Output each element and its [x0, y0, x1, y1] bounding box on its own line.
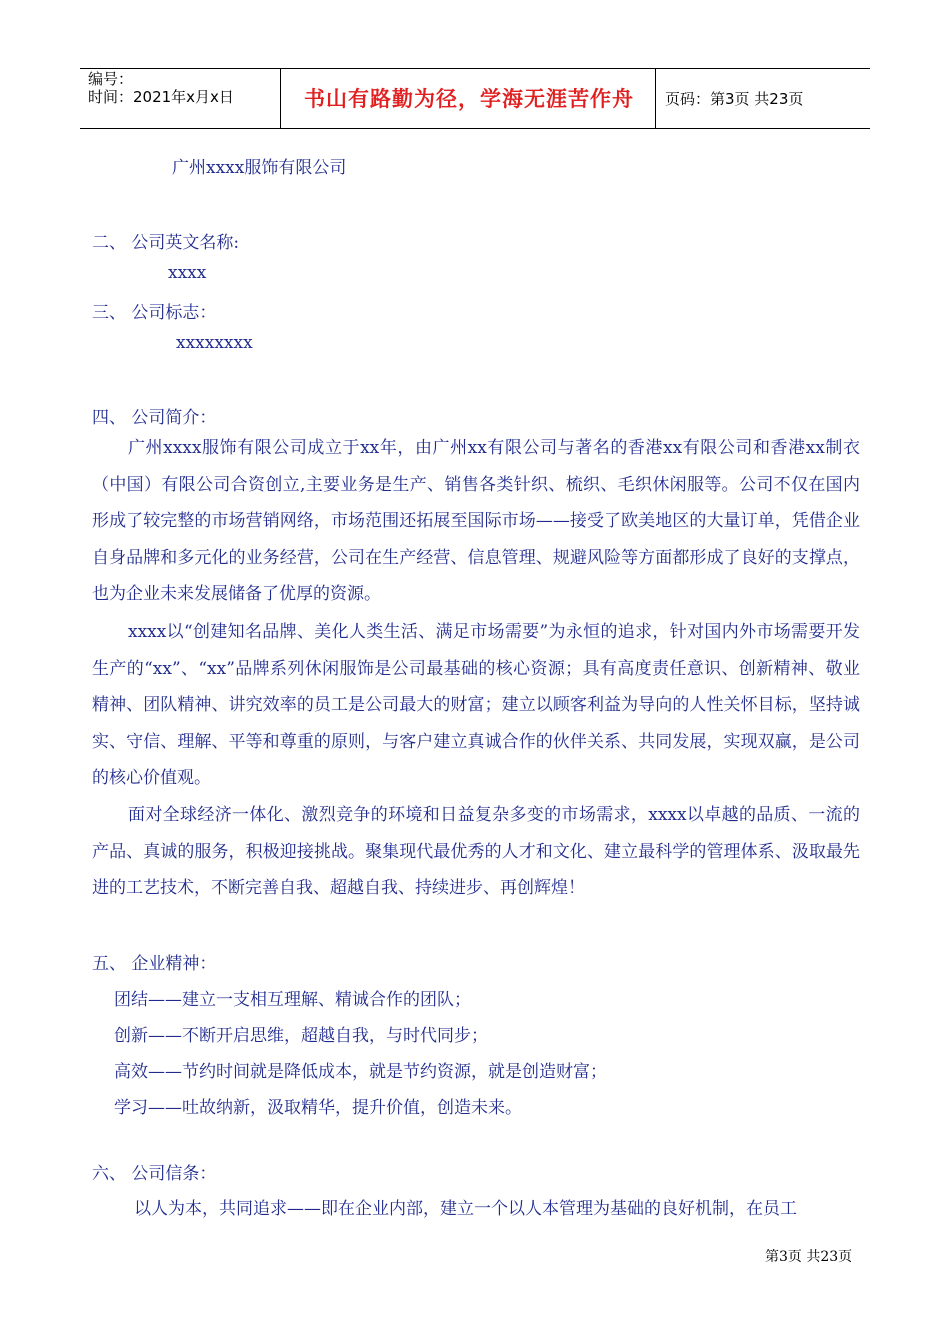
header-time-label: 时间：2021年x月x日	[88, 88, 234, 106]
section-5-item: 创新——不断开启思维，超越自我，与时代同步；	[114, 1026, 488, 1046]
section-5-item: 团结——建立一支相互理解、精诚合作的团队；	[114, 990, 471, 1010]
section-4-paragraph-3: 面对全球经济一体化、激烈竞争的环境和日益复杂多变的市场需求，xxxx以卓越的品质、一流的产品、真诚的服务，积极迎接挑战。聚集现代最优秀的人才和文化、建立最科学的管理体系、汲取最先进的工艺技术，不断完善自我、超越自我、持续进步、再创辉煌！	[92, 805, 860, 898]
header-motto: 书山有路勤为径，学海无涯苦作舟	[304, 87, 634, 111]
page-footer: 第3页 共23页	[765, 1249, 853, 1265]
section-6-paragraph-1: 以人为本，共同追求——即在企业内部，建立一个以人本管理为基础的良好机制，在员工	[134, 1199, 797, 1219]
header-bottom-rule	[80, 128, 870, 129]
page-header	[80, 68, 870, 130]
section-2-title: 二、 公司英文名称:	[92, 233, 240, 253]
section-4-paragraph-2: xxxx以“创建知名品牌、美化人类生活、满足市场需要”为永恒的追求，针对国内外市场需要开发生产的“xx”、“xx”品牌系列休闲服饰是公司最基础的核心资源；具有高度责任意识、创新精神、敬业精神、团队精神、讲究效率的员工是公司最大的财富；建立以顾客利益为导向的人性关怀目标，坚持诚实、守信、理解、平等和尊重的原则，与客户建立真诚合作的伙伴关系、共同发展，实现双赢，是公司的核心价值观。	[92, 622, 860, 788]
section-4-title: 四、 公司简介：	[92, 408, 217, 428]
section-6-title: 六、 公司信条：	[92, 1164, 217, 1184]
header-page-info: 页码：第3页 共23页	[665, 89, 804, 108]
section-2-value: xxxx	[168, 263, 207, 283]
section-5-item: 学习——吐故纳新，汲取精华，提升价值，创造未来。	[114, 1098, 522, 1118]
header-divider-1	[280, 68, 281, 129]
company-name: 广州xxxx服饰有限公司	[172, 158, 347, 178]
section-5-title: 五、 企业精神：	[92, 954, 217, 974]
header-meta	[88, 70, 278, 106]
section-5-item: 高效——节约时间就是降低成本，就是节约资源，就是创造财富；	[114, 1062, 607, 1082]
header-number-label: 编号：	[88, 70, 134, 88]
section-4-paragraph-1: 广州xxxx服饰有限公司成立于xx年，由广州xx有限公司与著名的香港xx有限公司和香港xx制衣（中国）有限公司合资创立,主要业务是生产、销售各类针织、梳织、毛织休闲服等。公司不仅在国内形成了较完整的市场营销网络，市场范围还拓展至国际市场——接受了欧美地区的大量订单，凭借企业自身品牌和多元化的业务经营，公司在生产经营、信息管理、规避风险等方面都形成了良好的支撑点，也为企业未来发展储备了优厚的资源。	[92, 438, 860, 604]
section-3-value: xxxxxxxx	[176, 333, 253, 353]
section-3-title: 三、 公司标志：	[92, 303, 217, 323]
